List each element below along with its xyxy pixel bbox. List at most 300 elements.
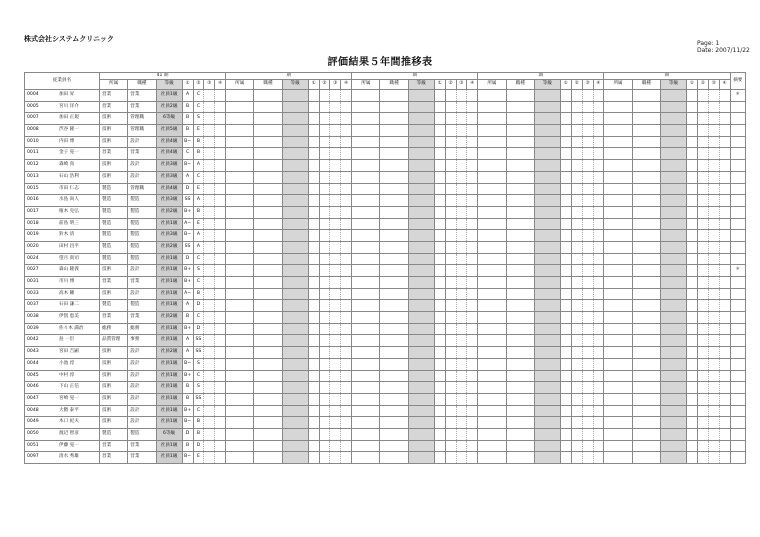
empty-dept-cell — [226, 148, 254, 160]
empty-job-cell — [632, 218, 660, 230]
empty-rating-cell — [708, 452, 719, 464]
grade-cell: 社員1級 — [156, 382, 182, 394]
employee-id: 0037 — [25, 300, 57, 312]
employee-name: 渋谷 隆一 — [56, 125, 100, 137]
empty-dept-cell — [604, 241, 632, 253]
sub-header: 所属 — [478, 80, 506, 90]
dept-cell: 製造 — [100, 195, 128, 207]
empty-dept-cell — [226, 183, 254, 195]
rating-3-cell — [204, 230, 215, 242]
job-cell: 製造 — [128, 195, 156, 207]
empty-rating-cell — [697, 323, 708, 335]
grade-cell: 社員2級 — [156, 206, 182, 218]
dept-cell: 製造 — [100, 183, 128, 195]
empty-rating-cell — [445, 101, 456, 113]
empty-rating-cell — [571, 405, 582, 417]
empty-grade-cell — [282, 288, 308, 300]
empty-rating-cell — [341, 195, 352, 207]
empty-rating-cell — [687, 323, 698, 335]
empty-rating-cell — [467, 417, 478, 429]
empty-job-cell — [632, 393, 660, 405]
job-cell: 製造 — [128, 300, 156, 312]
grade-cell: 社員4級 — [156, 148, 182, 160]
empty-rating-cell — [582, 148, 593, 160]
dept-cell: 営業 — [100, 312, 128, 324]
empty-rating-cell — [434, 265, 445, 277]
empty-grade-cell — [282, 241, 308, 253]
employee-name: 加田 正規 — [56, 113, 100, 125]
empty-rating-cell — [582, 323, 593, 335]
remark-cell — [730, 183, 745, 195]
empty-dept-cell — [604, 160, 632, 172]
empty-rating-cell — [330, 101, 341, 113]
empty-job-cell — [380, 358, 408, 370]
employee-name: 伊藤 晃一 — [56, 440, 100, 452]
empty-rating-cell — [582, 206, 593, 218]
empty-rating-cell — [467, 218, 478, 230]
empty-dept-cell — [352, 312, 380, 324]
empty-job-cell — [632, 125, 660, 137]
rating-4-cell — [215, 428, 226, 440]
rating-2-cell: S — [193, 358, 204, 370]
empty-rating-cell — [330, 90, 341, 102]
dept-cell: 技術 — [100, 370, 128, 382]
empty-dept-cell — [478, 452, 506, 464]
employee-name: 木口 紀夫 — [56, 417, 100, 429]
job-cell: 事務 — [128, 335, 156, 347]
empty-job-cell — [506, 183, 534, 195]
empty-rating-cell — [571, 323, 582, 335]
empty-grade-cell — [534, 405, 560, 417]
empty-rating-cell — [687, 428, 698, 440]
empty-rating-cell — [719, 253, 730, 265]
empty-rating-cell — [319, 335, 330, 347]
employee-id: 0042 — [25, 335, 57, 347]
empty-grade-cell — [660, 183, 686, 195]
empty-grade-cell — [408, 405, 434, 417]
empty-job-cell — [506, 370, 534, 382]
sub-header: ② — [697, 80, 708, 90]
sub-header: 職種 — [254, 80, 282, 90]
sub-header: ③ — [708, 80, 719, 90]
empty-rating-cell — [330, 171, 341, 183]
dept-cell: 製造 — [100, 206, 128, 218]
empty-rating-cell — [571, 277, 582, 289]
job-cell: 設計 — [128, 417, 156, 429]
grade-cell: 社員1級 — [156, 358, 182, 370]
empty-rating-cell — [697, 160, 708, 172]
empty-dept-cell — [226, 206, 254, 218]
empty-rating-cell — [571, 195, 582, 207]
table-row — [25, 113, 746, 125]
empty-rating-cell — [593, 300, 604, 312]
empty-grade-cell — [660, 312, 686, 324]
dept-cell: 製造 — [100, 428, 128, 440]
empty-grade-cell — [660, 160, 686, 172]
empty-rating-cell — [719, 440, 730, 452]
dept-cell: 技術 — [100, 417, 128, 429]
empty-rating-cell — [467, 171, 478, 183]
rating-1-cell: B+ — [182, 206, 193, 218]
empty-job-cell — [506, 253, 534, 265]
empty-grade-cell — [660, 277, 686, 289]
empty-grade-cell — [408, 277, 434, 289]
empty-job-cell — [632, 195, 660, 207]
empty-job-cell — [254, 347, 282, 359]
empty-dept-cell — [226, 265, 254, 277]
empty-rating-cell — [341, 335, 352, 347]
dept-cell: 営業 — [100, 90, 128, 102]
empty-rating-cell — [571, 417, 582, 429]
empty-rating-cell — [341, 113, 352, 125]
empty-rating-cell — [445, 417, 456, 429]
empty-rating-cell — [456, 183, 467, 195]
empty-rating-cell — [467, 393, 478, 405]
empty-dept-cell — [352, 452, 380, 464]
empty-job-cell — [380, 218, 408, 230]
empty-rating-cell — [687, 452, 698, 464]
empty-rating-cell — [330, 358, 341, 370]
empty-job-cell — [506, 382, 534, 394]
empty-dept-cell — [352, 206, 380, 218]
empty-job-cell — [380, 428, 408, 440]
table-row — [25, 370, 746, 382]
empty-grade-cell — [534, 160, 560, 172]
empty-rating-cell — [456, 382, 467, 394]
empty-rating-cell — [687, 148, 698, 160]
empty-dept-cell — [352, 171, 380, 183]
employee-id: 0011 — [25, 148, 57, 160]
empty-job-cell — [506, 241, 534, 253]
empty-rating-cell — [697, 148, 708, 160]
empty-rating-cell — [308, 335, 319, 347]
employee-id: 0097 — [25, 452, 57, 464]
remark-cell — [730, 347, 745, 359]
empty-rating-cell — [445, 183, 456, 195]
empty-dept-cell — [604, 265, 632, 277]
empty-rating-cell — [560, 417, 571, 429]
empty-rating-cell — [593, 335, 604, 347]
empty-grade-cell — [282, 440, 308, 452]
empty-grade-cell — [534, 288, 560, 300]
empty-job-cell — [380, 452, 408, 464]
empty-job-cell — [632, 428, 660, 440]
empty-rating-cell — [571, 358, 582, 370]
empty-rating-cell — [467, 101, 478, 113]
empty-rating-cell — [308, 428, 319, 440]
empty-job-cell — [380, 113, 408, 125]
employee-name: 大隈 泰平 — [56, 405, 100, 417]
empty-rating-cell — [445, 335, 456, 347]
empty-rating-cell — [308, 125, 319, 137]
report-title: 評価結果５年間推移表 — [327, 57, 433, 68]
empty-rating-cell — [708, 312, 719, 324]
empty-rating-cell — [330, 452, 341, 464]
empty-rating-cell — [719, 347, 730, 359]
sub-header: 等級 — [156, 80, 182, 90]
empty-rating-cell — [445, 113, 456, 125]
empty-rating-cell — [467, 323, 478, 335]
empty-dept-cell — [604, 288, 632, 300]
empty-dept-cell — [226, 253, 254, 265]
empty-job-cell — [254, 428, 282, 440]
empty-job-cell — [506, 417, 534, 429]
empty-dept-cell — [226, 370, 254, 382]
empty-job-cell — [632, 101, 660, 113]
empty-grade-cell — [408, 230, 434, 242]
sub-header: 所属 — [226, 80, 254, 90]
dept-cell: 営業 — [100, 452, 128, 464]
empty-rating-cell — [719, 358, 730, 370]
empty-rating-cell — [719, 136, 730, 148]
empty-rating-cell — [582, 300, 593, 312]
empty-grade-cell — [660, 288, 686, 300]
empty-rating-cell — [467, 230, 478, 242]
empty-rating-cell — [445, 452, 456, 464]
empty-job-cell — [506, 452, 534, 464]
rating-2-cell: C — [193, 277, 204, 289]
empty-rating-cell — [708, 183, 719, 195]
grade-cell: 社員2級 — [156, 347, 182, 359]
empty-dept-cell — [478, 265, 506, 277]
empty-grade-cell — [534, 323, 560, 335]
empty-rating-cell — [571, 347, 582, 359]
empty-rating-cell — [708, 113, 719, 125]
table-row — [25, 101, 746, 113]
empty-rating-cell — [308, 253, 319, 265]
empty-dept-cell — [352, 148, 380, 160]
empty-rating-cell — [582, 382, 593, 394]
empty-rating-cell — [456, 125, 467, 137]
empty-grade-cell — [408, 148, 434, 160]
sub-header: ③ — [582, 80, 593, 90]
empty-rating-cell — [341, 428, 352, 440]
empty-job-cell — [506, 323, 534, 335]
empty-rating-cell — [687, 300, 698, 312]
grade-cell: 社員1級 — [156, 288, 182, 300]
rating-2-cell: E — [193, 218, 204, 230]
empty-rating-cell — [434, 417, 445, 429]
remark-cell — [730, 323, 745, 335]
empty-rating-cell — [434, 347, 445, 359]
rating-1-cell: B — [182, 382, 193, 394]
empty-grade-cell — [534, 206, 560, 218]
empty-rating-cell — [434, 90, 445, 102]
empty-rating-cell — [319, 347, 330, 359]
empty-grade-cell — [282, 405, 308, 417]
empty-job-cell — [254, 370, 282, 382]
empty-rating-cell — [445, 90, 456, 102]
employee-id: 0048 — [25, 405, 57, 417]
dept-cell: 技術 — [100, 113, 128, 125]
grade-cell: 社員1級 — [156, 253, 182, 265]
empty-rating-cell — [560, 265, 571, 277]
empty-rating-cell — [697, 405, 708, 417]
employee-id: 0013 — [25, 171, 57, 183]
empty-grade-cell — [282, 125, 308, 137]
empty-job-cell — [506, 440, 534, 452]
empty-rating-cell — [708, 358, 719, 370]
empty-rating-cell — [456, 136, 467, 148]
table-row — [25, 148, 746, 160]
empty-rating-cell — [330, 136, 341, 148]
empty-rating-cell — [560, 183, 571, 195]
empty-rating-cell — [456, 358, 467, 370]
empty-rating-cell — [467, 335, 478, 347]
empty-rating-cell — [708, 230, 719, 242]
empty-grade-cell — [408, 241, 434, 253]
empty-grade-cell — [408, 113, 434, 125]
empty-rating-cell — [582, 347, 593, 359]
empty-rating-cell — [571, 230, 582, 242]
rating-4-cell — [215, 253, 226, 265]
sub-header: 等級 — [408, 80, 434, 90]
empty-dept-cell — [352, 125, 380, 137]
empty-rating-cell — [560, 347, 571, 359]
empty-job-cell — [506, 136, 534, 148]
empty-dept-cell — [478, 382, 506, 394]
remark-cell — [730, 125, 745, 137]
empty-rating-cell — [445, 370, 456, 382]
grade-cell: 社員1級 — [156, 370, 182, 382]
empty-job-cell — [632, 288, 660, 300]
empty-rating-cell — [687, 113, 698, 125]
empty-rating-cell — [719, 101, 730, 113]
empty-job-cell — [632, 335, 660, 347]
empty-dept-cell — [352, 440, 380, 452]
empty-rating-cell — [719, 452, 730, 464]
empty-dept-cell — [478, 440, 506, 452]
sub-header: ① — [434, 80, 445, 90]
empty-job-cell — [254, 323, 282, 335]
empty-dept-cell — [478, 183, 506, 195]
rating-1-cell: B — [182, 125, 193, 137]
empty-dept-cell — [604, 125, 632, 137]
empty-rating-cell — [582, 171, 593, 183]
empty-grade-cell — [534, 312, 560, 324]
empty-job-cell — [632, 113, 660, 125]
empty-grade-cell — [660, 405, 686, 417]
remark-cell — [730, 206, 745, 218]
empty-rating-cell — [445, 206, 456, 218]
empty-rating-cell — [560, 277, 571, 289]
empty-rating-cell — [467, 358, 478, 370]
job-cell: 設計 — [128, 405, 156, 417]
dept-cell: 営業 — [100, 277, 128, 289]
empty-rating-cell — [341, 452, 352, 464]
employee-name: 鈴木 清 — [56, 230, 100, 242]
sub-header: ④ — [467, 80, 478, 90]
rating-3-cell — [204, 206, 215, 218]
rating-2-cell: B — [193, 428, 204, 440]
empty-rating-cell — [582, 253, 593, 265]
rating-4-cell — [215, 370, 226, 382]
remark-cell — [730, 148, 745, 160]
empty-rating-cell — [434, 428, 445, 440]
rating-1-cell: A− — [182, 218, 193, 230]
empty-rating-cell — [341, 230, 352, 242]
empty-grade-cell — [282, 183, 308, 195]
job-cell: 管理職 — [128, 183, 156, 195]
empty-rating-cell — [697, 113, 708, 125]
empty-dept-cell — [352, 241, 380, 253]
rating-4-cell — [215, 288, 226, 300]
empty-grade-cell — [408, 171, 434, 183]
table-row — [25, 265, 746, 277]
empty-rating-cell — [434, 452, 445, 464]
rating-2-cell: SS — [193, 347, 204, 359]
empty-dept-cell — [478, 277, 506, 289]
empty-grade-cell — [408, 347, 434, 359]
empty-rating-cell — [456, 253, 467, 265]
empty-job-cell — [254, 417, 282, 429]
empty-dept-cell — [604, 277, 632, 289]
empty-rating-cell — [719, 300, 730, 312]
rating-3-cell — [204, 312, 215, 324]
rating-2-cell: A — [193, 160, 204, 172]
empty-grade-cell — [534, 241, 560, 253]
empty-dept-cell — [226, 218, 254, 230]
empty-grade-cell — [408, 136, 434, 148]
empty-grade-cell — [660, 125, 686, 137]
empty-rating-cell — [319, 90, 330, 102]
empty-dept-cell — [352, 428, 380, 440]
empty-grade-cell — [408, 125, 434, 137]
empty-rating-cell — [456, 160, 467, 172]
empty-rating-cell — [330, 300, 341, 312]
sub-header: ② — [193, 80, 204, 90]
empty-rating-cell — [330, 206, 341, 218]
empty-grade-cell — [660, 393, 686, 405]
employee-name: 市田 仁志 — [56, 183, 100, 195]
empty-grade-cell — [408, 358, 434, 370]
employee-id: 0007 — [25, 113, 57, 125]
dept-cell: 営業 — [100, 148, 128, 160]
empty-rating-cell — [434, 405, 445, 417]
empty-rating-cell — [687, 288, 698, 300]
empty-dept-cell — [604, 393, 632, 405]
empty-rating-cell — [341, 218, 352, 230]
empty-grade-cell — [534, 183, 560, 195]
sub-header: 等級 — [282, 80, 308, 90]
empty-rating-cell — [687, 382, 698, 394]
empty-rating-cell — [456, 370, 467, 382]
empty-dept-cell — [604, 253, 632, 265]
empty-rating-cell — [593, 405, 604, 417]
rating-4-cell — [215, 265, 226, 277]
empty-rating-cell — [445, 241, 456, 253]
empty-rating-cell — [341, 358, 352, 370]
empty-job-cell — [632, 382, 660, 394]
empty-dept-cell — [352, 136, 380, 148]
empty-rating-cell — [719, 148, 730, 160]
empty-rating-cell — [719, 335, 730, 347]
empty-rating-cell — [697, 241, 708, 253]
empty-rating-cell — [341, 241, 352, 253]
empty-dept-cell — [478, 125, 506, 137]
empty-rating-cell — [708, 136, 719, 148]
empty-rating-cell — [467, 113, 478, 125]
empty-rating-cell — [308, 230, 319, 242]
empty-job-cell — [380, 101, 408, 113]
empty-rating-cell — [434, 277, 445, 289]
rating-3-cell — [204, 253, 215, 265]
empty-rating-cell — [467, 312, 478, 324]
empty-job-cell — [632, 230, 660, 242]
empty-grade-cell — [282, 101, 308, 113]
remarks-header: 摘要 — [730, 73, 745, 90]
empty-rating-cell — [593, 218, 604, 230]
